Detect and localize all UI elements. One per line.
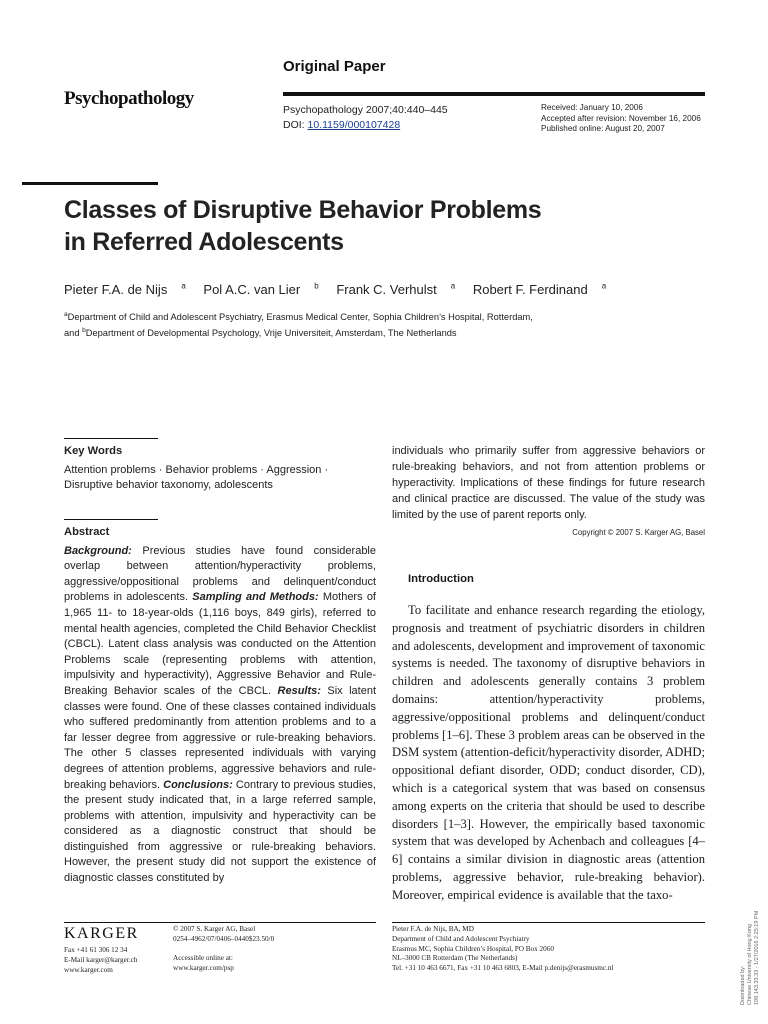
corr-city: NL–3000 CB Rotterdam (The Netherlands) [392,954,518,963]
author-list [64,282,620,297]
corr-department: Department of Child and Adolescent Psychiatry [392,934,530,943]
background-text: Previous studies have found considerable overlap between attention/hyperactivity problems, aggressive/oppositional problems and delinquent/conduct problems in adolescents. [64,544,376,604]
affiliation-b [64,324,704,340]
author [473,282,606,297]
download-note-line: Downloaded by: [740,965,746,1005]
accessible-label: Accessible online at: [173,954,233,963]
title-line-1: Classes of Disruptive Behavior Problems [64,196,542,224]
author [203,282,318,297]
affiliation-and: and [64,328,83,339]
received-date: Received: January 10, 2006 [541,103,643,112]
abstract-copyright: Copyright © 2007 S. Karger AG, Basel [572,528,705,537]
footer-rule-left [64,922,376,923]
methods-label: Sampling and Methods: [192,591,319,604]
author-affil-mark: a [601,282,607,291]
affiliation-text-a: Department of Child and Adolescent Psychiatry, Erasmus Medical Center, Sophia Children’s Hospital, Rotterdam, [67,312,533,323]
citation: Psychopathology 2007;40:440–445 [283,104,448,116]
correspondence [392,925,712,974]
download-note-line: 198.143.33.33 - 1/27/2016 2:25:19 PM [754,910,760,1005]
copyright-info [173,925,274,974]
doi-link[interactable]: 10.1159/000107428 [307,119,401,131]
doi [283,118,448,133]
conclusions-text: Contrary to previous studies, the present study indicated that, in a large referred sample, problems with attention, impulsivity and hyperactivity can be considered as a diagnostic construct that should be distinguished from aggressive or rule-breaking behaviors. However, the present study did not support the existence of diagnostic classes constituted by [64,778,376,885]
abstract-section [64,525,376,887]
copyright-line: © 2007 S. Karger AG, Basel [173,925,256,933]
author-affil-mark: a [181,282,186,291]
affiliation-a [64,308,704,324]
affil-mark-a: a [64,311,68,318]
journal-url[interactable]: www.karger.com/psp [173,964,234,973]
abstract-heading: Abstract [64,526,110,538]
author-affil-mark: a [450,282,456,291]
publisher-logo: KARGER [64,925,139,942]
corresponding-author: Pieter F.A. de Nijs, BA, MD [392,925,474,933]
results-text: Six latent classes were found. One of these classes contained individuals who suffered predominantly from attention problems and to a far lesser degree from aggressive or rule-breaking behaviors. The other 5 classes represented individuals with varying degrees of attention problems, aggressive behaviors and rule-breaking behaviors. [64,684,377,791]
doi-label: DOI: [283,119,308,131]
title-rule [22,182,158,185]
publisher-fax: Fax +41 61 306 12 34 [64,946,128,954]
author [336,282,455,297]
download-note [740,885,761,1005]
abstract-continued: individuals who primarily suffer from aggressive behaviors or rule-breaking behaviors, and not from attention problems or hyperactivity. Implications of these findings for future research and clinical practice are discussed. The value of the study was limited by the use of parent reports only. [392,445,705,521]
author-affil-mark: b [314,282,319,291]
author-name: Robert F. Ferdinand [472,282,588,298]
author-name: Frank C. Verhulst [336,282,437,298]
methods-text: Mothers of 1,965 11- to 18-year-olds (1,116 boys, 849 girls), referred to mental health agencies, completed the Child Behavior Checklist (CBCL). Latent class analysis was conducted on the Attention Problems scale (representing problems with attention, impulsivity and hyperactivity), Aggressive Behavior and Rule-Breaking Behavior scales of the CBCL. [64,591,376,697]
accepted-date: Accepted after revision: November 16, 2006 [541,113,701,123]
results-label: Results: [277,684,321,697]
published-date: Published online: August 20, 2007 [541,124,665,133]
author [64,282,186,297]
keywords-rule [64,438,158,439]
abstract-text [64,544,376,887]
introduction-text: To facilitate and enhance research regarding the etiology, prognosis and treatment of psychiatric disorders in children and adolescents, development and improvement of taxonomic systems is needed. The taxonomy of disruptive behaviors in children and adolescents generally contains 3 problem domains: attention/hyperactivity problems, aggressive/oppositional problems and delinquent/conduct problems [1–6]. These 3 problem areas can be observed in the DSM system (attention-deficit/hyperactivity disorder, ADHD; oppositional defiant disorder, ODD; conduct disorder, CD), which is a categorical system that was based on consensus among experts on the criteria that should be used to describe disorders [1–3]. However, the empirically based taxonomic system that was developed by Achenbach and colleagues [4–6] contains a similar division in diagnostic areas (attention problems, aggressive behavior, rule-breaking behavior). Moreover, empirical evidence is available that the taxo- [392,603,705,902]
affiliation-text-b: Department of Developmental Psychology, Vrije Universiteit, Amsterdam, The Netherlands [85,328,457,339]
publisher-email: E-Mail karger@karger.ch [64,955,138,964]
key-words-section [64,444,376,494]
background-label: Background: [64,544,132,557]
paper-type: Original Paper [283,58,386,75]
author-name: Pol A.C. van Lier [203,282,301,298]
publisher-website[interactable]: www.karger.com [64,965,113,974]
issn-line: 0254–4962/07/0406–0440$23.50/0 [173,934,275,943]
footer-rule-right [392,922,705,923]
key-words-line-1: Attention problems · Behavior problems · Aggression · [64,463,329,476]
key-words-heading: Key Words [64,445,123,457]
corr-institution: Erasmus MC, Sophia Children’s Hospital, PO Box 2060 [392,944,554,953]
introduction-heading: Introduction [408,573,474,585]
journal-logo: Psychopathology [64,88,194,109]
author-name: Pieter F.A. de Nijs [64,282,168,298]
title-line-2: in Referred Adolescents [64,228,344,256]
paper-title [64,194,704,258]
publication-dates [541,103,701,135]
conclusions-label: Conclusions: [163,778,233,791]
download-note-line: Chinese University of Hong Kong [747,923,753,1005]
affil-mark-b: b [82,327,86,335]
publisher-contact [64,946,137,975]
abstract-rule [64,519,158,520]
header-rule [283,92,705,96]
affiliations [64,308,704,340]
citation-block [283,103,448,133]
key-words-line-2: Disruptive behavior taxonomy, adolescents [64,479,273,492]
corr-contact: Tel. +31 10 463 6671, Fax +31 10 463 6803, E-Mail p.denijs@erasmusmc.nl [392,964,614,973]
